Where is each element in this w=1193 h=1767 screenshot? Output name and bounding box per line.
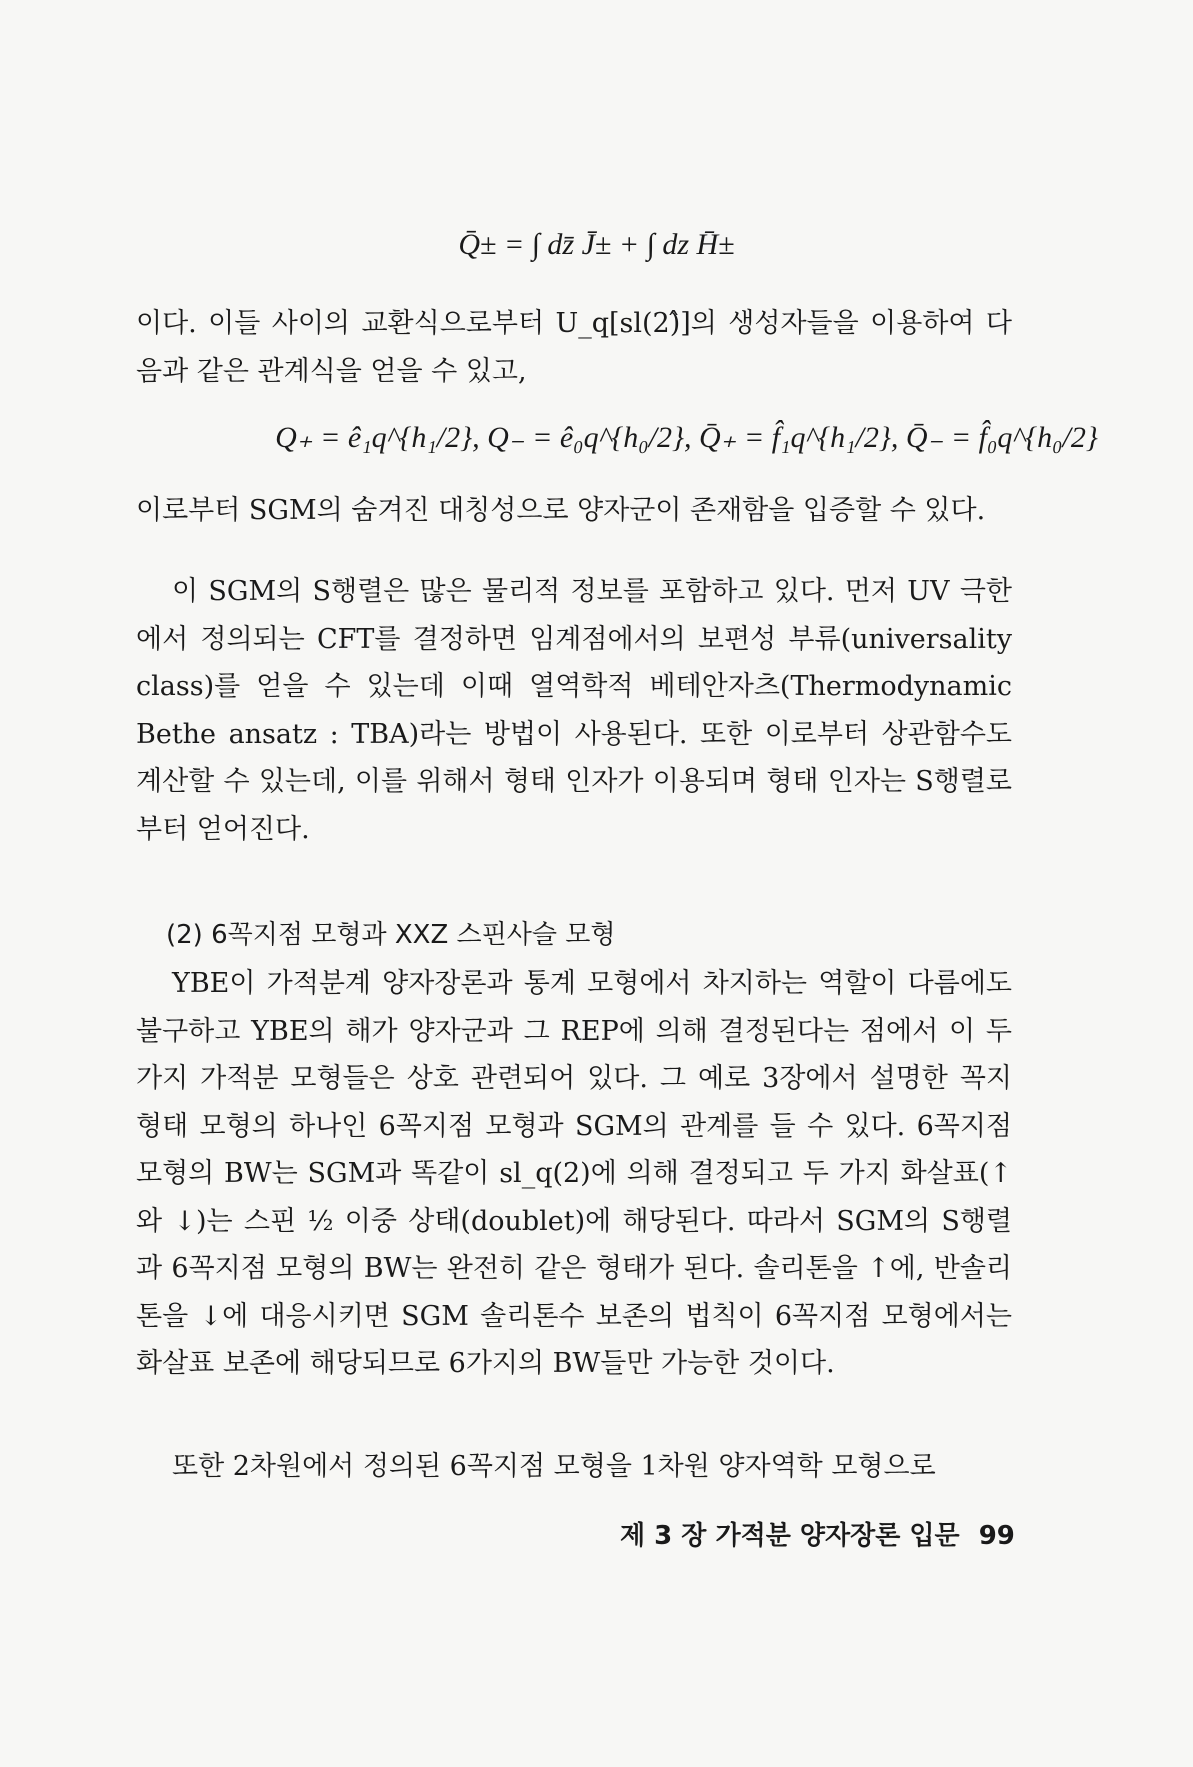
paragraph-continuation: 또한 2차원에서 정의된 6꼭지점 모형을 1차원 양자역학 모형으로	[172, 1451, 936, 1482]
page-footer	[610, 1515, 1015, 1552]
chapter-title: 제 3 장 가적분 양자장론 입문	[620, 1521, 960, 1551]
paragraph-quantum-group: 이로부터 SGM의 숨겨진 대칭성으로 양자군이 존재함을 입증할 수 있다.	[136, 495, 986, 526]
paragraph-ybe: YBE이 가적분계 양자장론과 통계 모형에서 차지하는 역할이 다름에도 불구하고 YBE의 해가 양자군과 그 REP에 의해 결정된다는 점에서 이 두 가지 가적분 모형들은 상호 관련되어 있다. 그 예로 3장에서 설명한 꼭지 형태 모형의 하나인 6꼭지점 모형과 SGM의 관계를 들 수 있다. 6꼭지점 모형의 BW는 SGM과 똑같이 sl_q(2)에 의해 결정되고 두 가지 화살표(↑와 ↓)는 스핀 ½ 이중 상태(doublet)에 해당된다. 따라서 SGM의 S행렬과 6꼭지점 모형의 BW는 완전히 같은 형태가 된다. 솔리톤을 ↑에, 반솔리톤을 ↓에 대응시키면 SGM 솔리톤수 보존의 법칙이 6꼭지점 모형에서는 화살표 보존에 해당되므로 6가지의 BW들만 가능한 것이다.	[136, 968, 1012, 1379]
paragraph-s-matrix: 이 SGM의 S행렬은 많은 물리적 정보를 포함하고 있다. 먼저 UV 극한에서 정의되는 CFT를 결정하면 임계점에서의 보편성 부류(universality class)를 얻을 수 있는데 이때 열역학적 베테안자츠(Thermodynamic Bethe ansatz : TBA)라는 방법이 사용된다. 또한 이로부터 상관함수도 계산할 수 있는데, 이를 위해서 형태 인자가 이용되며 형태 인자는 S행렬로부터 얻어진다.	[136, 576, 1012, 845]
section-heading: (2) 6꼭지점 모형과 XXZ 스핀사슬 모형	[166, 920, 616, 950]
equation-generators: Q₊ = ê₁q^{h₁/2}, Q₋ = ê₀q^{h₀/2}, Q̄₊ = f̂₁q^{h₁/2}, Q̄₋ = f̂₀q^{h₀/2}	[275, 421, 1098, 454]
paragraph-commutation: 이다. 이들 사이의 교환식으로부터 U_q[sl(2)̂]의 생성자들을 이용하여 다음과 같은 관계식을 얻을 수 있고,	[136, 308, 1012, 387]
equation-charge-integral: Q̄± = ∫ dz̄ J̄± + ∫ dz H̄±	[458, 228, 735, 261]
page-number: 99	[978, 1521, 1015, 1551]
